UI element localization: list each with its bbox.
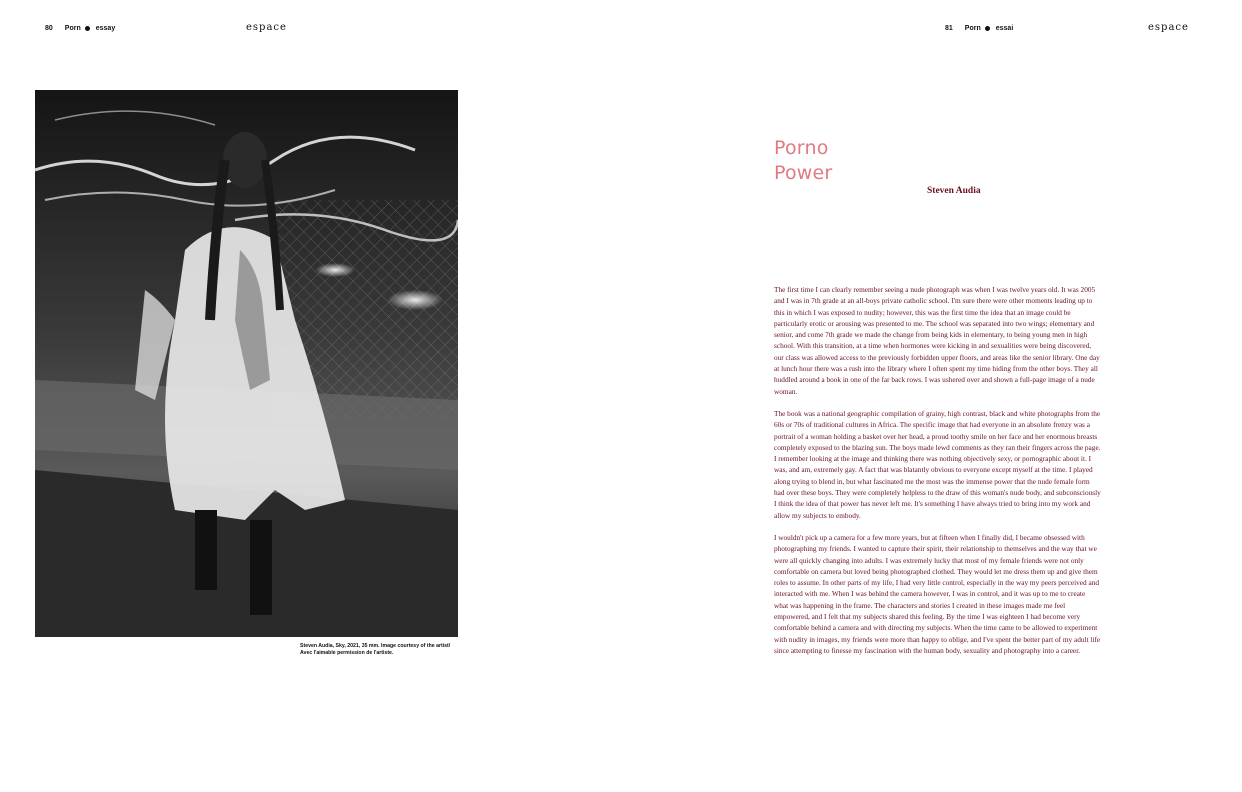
paragraph: I wouldn't pick up a camera for a few more years, but at fifteen when I finally did, I became obsessed with photographing my friends. I wanted to capture their spirit, their relationship to themselves and the way that we were all quickly changing into adults. I was extremely lucky that most of my female friends were not only comfortable on camera but loved being photographed clothed. They would let me dress them up and give them roles to assume. In other parts of my life, I had very little control, especially in the way my peers perceived and interacted with me. When I was behind the camera however, I was in control, and it was up to me to create what was happening in the frame. The characters and stories I created in these images made me feel empowered, and I felt that my subjects shared this feeling. By the time I was eighteen I had become very comfortable behind a camera and with directing my subjects. When the time came to be allowed to experiment with nudity in images, my friends were more than happy to oblige, and I've spent the better part of my adult life since attempting to finesse my fascination with the human body, sexuality and photography into a career. <box>774 532 1101 655</box>
right-folio <box>945 25 1013 32</box>
folio-section: essay <box>95 25 116 32</box>
article-body <box>774 284 1101 667</box>
masthead: espace <box>1148 22 1189 33</box>
left-folio <box>45 25 115 32</box>
folio-section: essai <box>995 25 1014 32</box>
folio-title: Porn <box>964 25 981 32</box>
masthead: espace <box>246 22 287 33</box>
dot-icon <box>985 26 990 31</box>
dot-icon <box>85 26 90 31</box>
right-page <box>621 0 1242 792</box>
title-line-2: Power <box>774 162 833 184</box>
page-number: 80 <box>45 25 53 32</box>
title-line-1: Porno <box>774 137 829 159</box>
photo-caption: Steven Audia, Sky, 2021, 35 mm. Image courtesy of the artist/ Avec l'aimable permission de l'artiste. <box>300 643 451 656</box>
photograph <box>35 90 458 637</box>
folio-title: Porn <box>64 25 81 32</box>
author-name: Steven Audia <box>927 186 981 196</box>
article-title <box>774 136 832 186</box>
paragraph: The first time I can clearly remember seeing a nude photograph was when I was twelve years old. It was 2005 and I was in 7th grade at an all-boys private catholic school. I'm sure there were other moments leading up to this in which I was exposed to nudity; however, this was the first time the idea that an image could be particularly erotic or arousing was presented to me. The school was separated into two wings; elementary and senior, and come 7th grade we made the change from being kids in elementary, to being young men in high school. With this transition, at a time when hormones were kicking in and sexualities were being discovered, our class was allowed access to the previously forbidden upper floors, and areas like the senior library. One day at lunch hour there was a rush into the library where I often spent my time hiding from the other boys. They all huddled around a book in one of the far back rows. I was ushered over and shown a full-page image of a nude woman. <box>774 285 1100 396</box>
paragraph: The book was a national geographic compilation of grainy, high contrast, black and white photographs from the 60s or 70s of traditional cultures in Africa. The specific image that had everyone in an absolute frenzy was a portrait of a woman holding a basket over her head, a proud toothy smile on her face and her enormous breasts completely exposed to the blazing sun. The boys made lewd comments as they ran their fingers across the page. I remember looking at the image and thinking there was nothing objectively sexy, or pornographic about it. I was, and am, extremely gay. A fact that was blatantly obvious to everyone except myself at the time. I played along trying to blend in, but what fascinated me the most was the immense power that the nude female form had over these boys. They were completely helpless to the draw of this woman's nude body, and subconsciously I think the idea of that power has never left me. It's something I have always tried to bring into my work and allow my subjects to embody. <box>774 408 1101 520</box>
page-number: 81 <box>945 25 953 32</box>
